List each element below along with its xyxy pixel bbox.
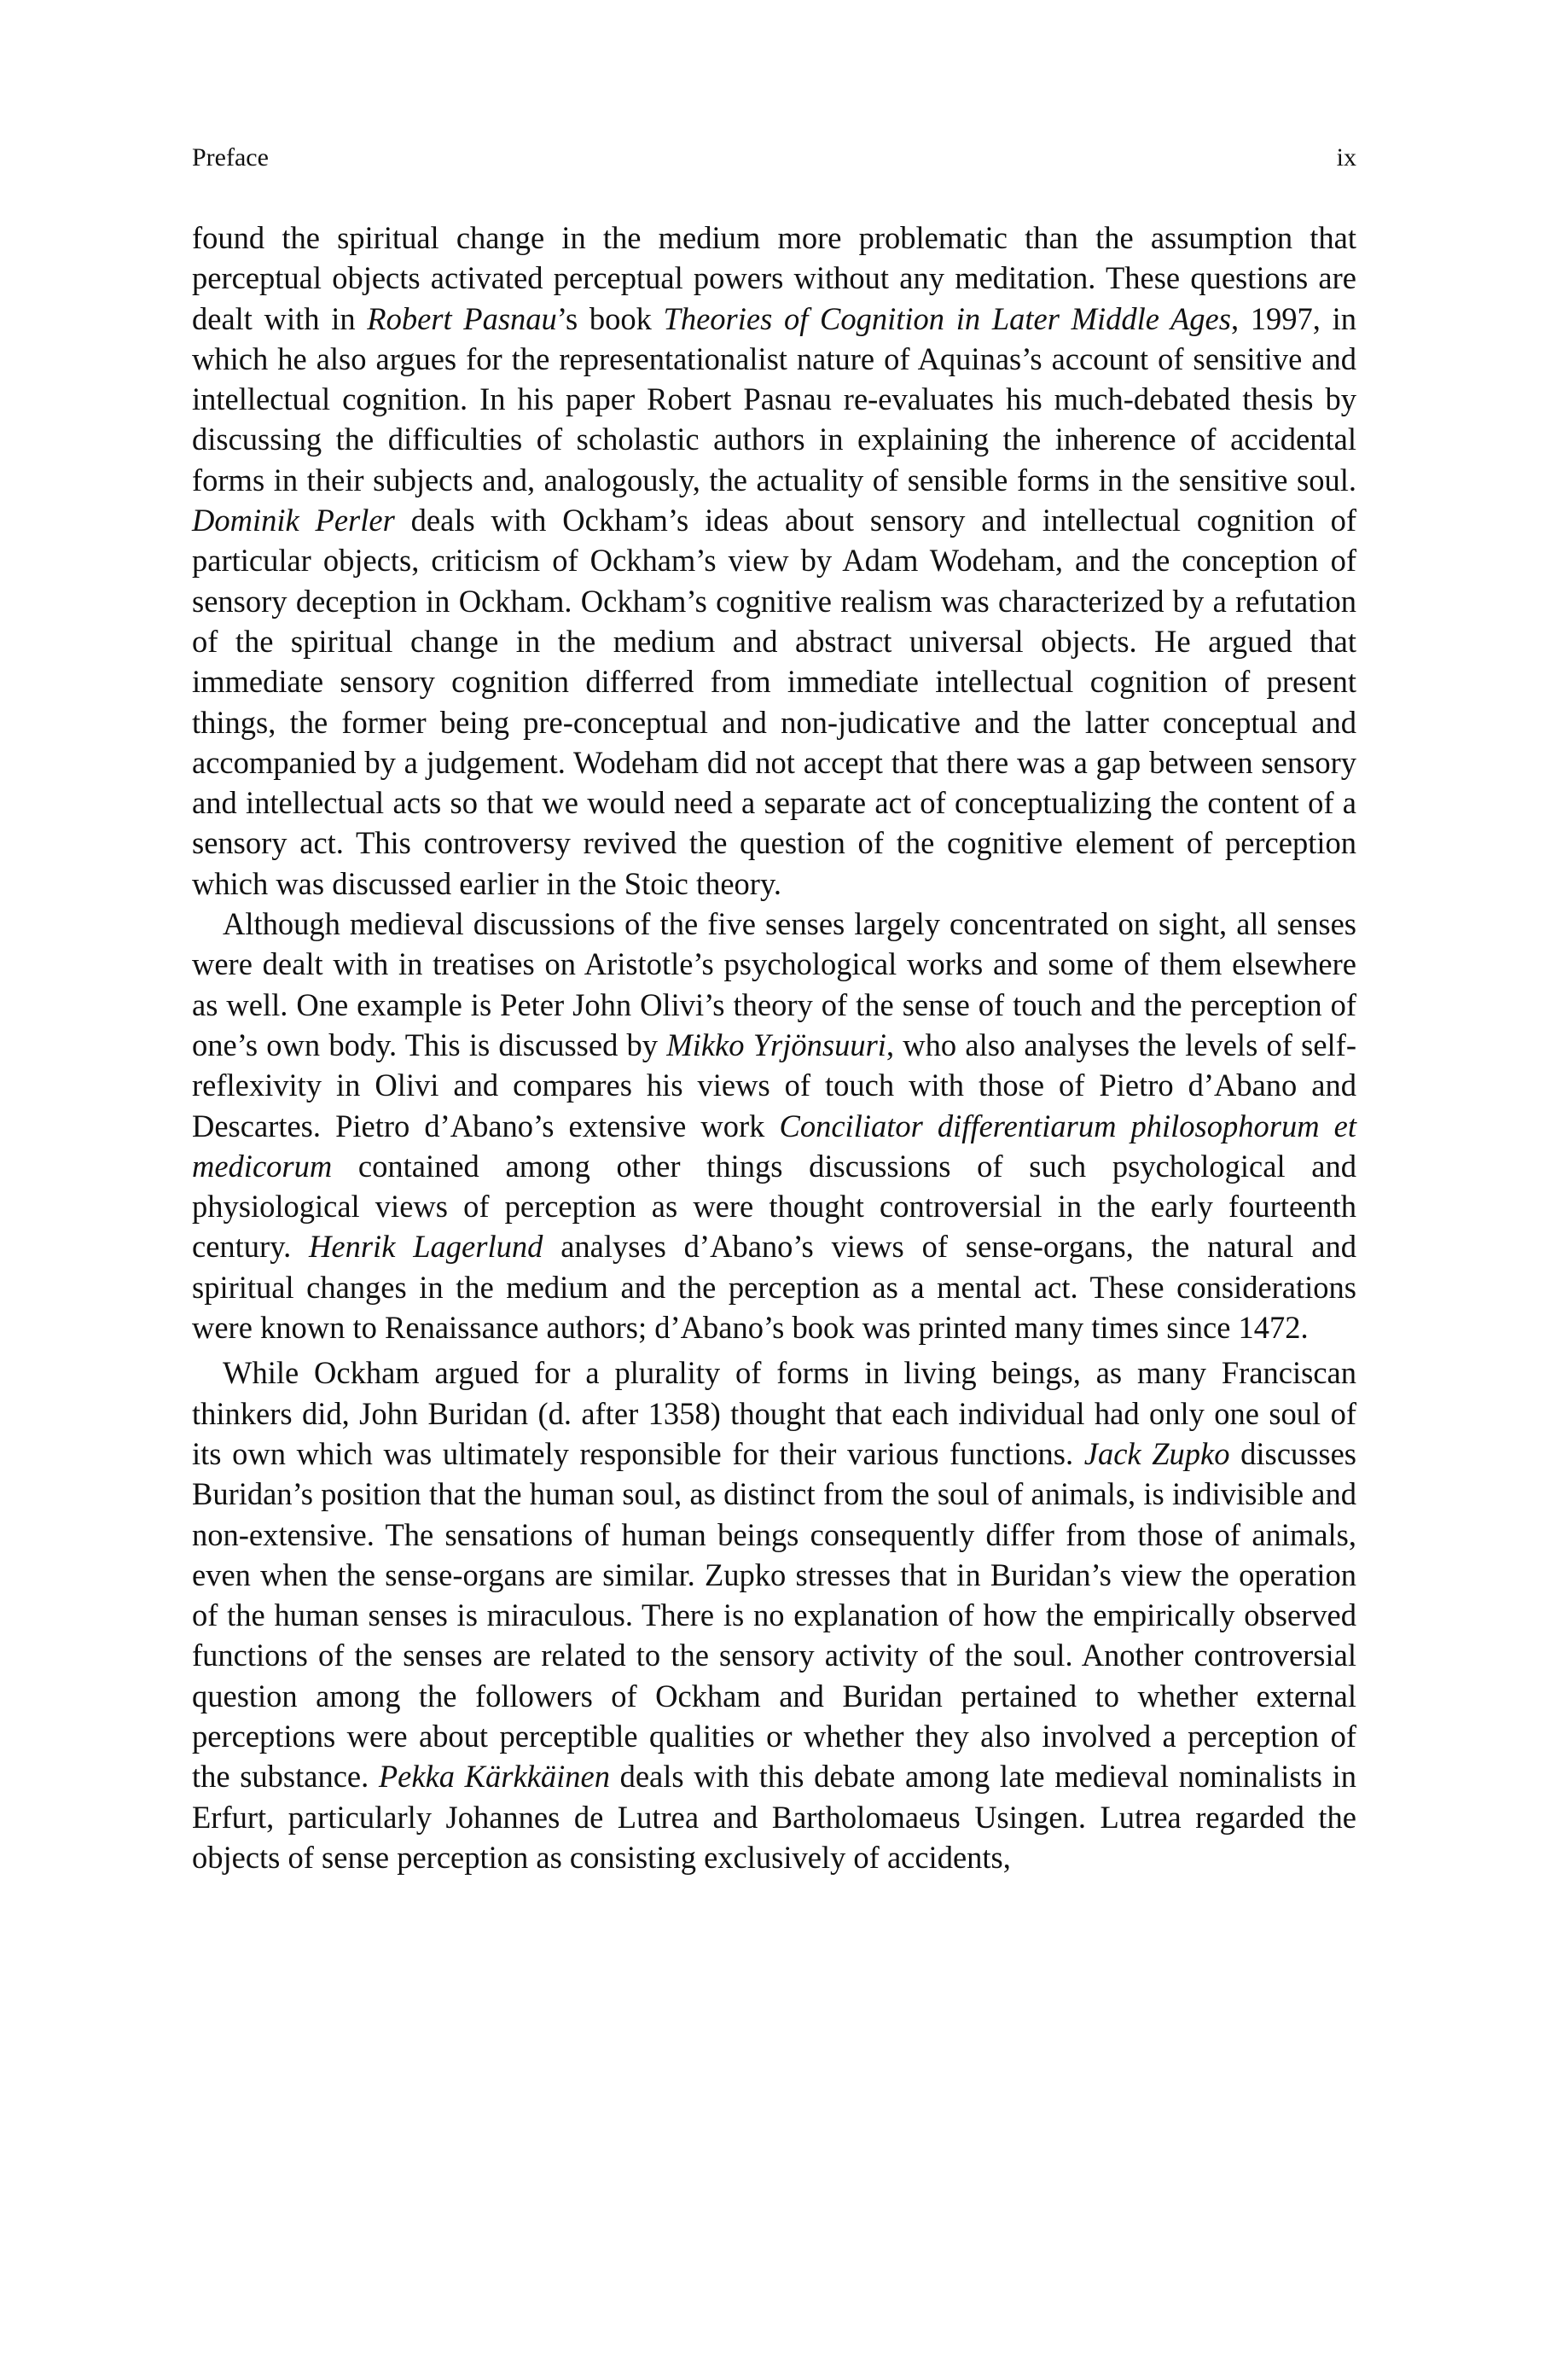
text-segment: discusses Buridan’s position that the human soul, as distinct from the soul of animals, is indivisible and non-extensive. The sensations of human beings consequently differ from those of animals, even when the sense-organs are similar. Zupko stresses that in Buridan’s view the operation of the human senses is miraculous. There is no explanation of how the empirically observed functions of the senses are related to the sensory activity of the soul. Another controversial question among the followers of Ockham and Buridan pertained to whether external perceptions were about perceptible qualities or whether they also involved a perception of the substance. <box>192 1435 1357 1795</box>
body-text <box>192 218 1356 1877</box>
italic-reference: Jack Zupko <box>1083 1435 1230 1471</box>
italic-reference: Dominik Perler <box>192 503 395 538</box>
paragraph <box>192 904 1356 1347</box>
italic-reference: Theories of Cognition in Later Middle Ages <box>663 300 1231 336</box>
italic-reference: Robert Pasnau <box>367 300 557 336</box>
text-segment: deals with Ockham’s ideas about sensory and intellectual cognition of particular objects, criticism of Ockham’s view by Adam Wodeham, and the conception of sensory deception in Ockham. Ockham’s cognitive realism was characterized by a refutation of the spiritual change in the medium and abstract universal objects. He argued that immediate sensory cognition differred from immediate intellectual cognition of present things, the former being pre-conceptual and non-judicative and the latter conceptual and accompanied by a judgement. Wodeham did not accept that there was a gap between sensory and intellectual acts so that we would need a separate act of conceptualizing the content of a sensory act. This controversy revived the question of the cognitive element of perception which was discussed earlier in the Stoic theory. <box>192 503 1356 901</box>
text-segment: deals with this debate among late medieval nominalists in Erfurt, particularly Johannes de Lutrea and Bartholomaeus Usingen. Lutrea regarded the objects of sense perception as consisting exclusively of accidents, <box>192 1759 1356 1875</box>
paragraph <box>192 218 1356 904</box>
running-head <box>192 141 1356 175</box>
text-segment: Although medieval discussions of the five senses largely concentrated on sight, all senses were dealt with in treatises on Aristotle’s psychological works and some of them elsewhere as well. One example is Peter John Olivi’s theory of the sense of touch and the perception of one’s own body. This is discussed by <box>192 906 1356 1062</box>
text-segment: ’s book <box>556 300 664 336</box>
running-head-title: Preface <box>192 143 269 172</box>
italic-reference: Conciliator differentiarum philosophorum et medicorum <box>192 1108 1356 1184</box>
italic-reference: Mikko Yrjönsuuri <box>666 1027 886 1062</box>
text-segment: analyses d’Abano’s views of sense-organs, the natural and spiritual changes in the medium and the perception as a mental act. These considerations were known to Renaissance authors; d’Abano’s book was printed many times since 1472. <box>192 1229 1356 1346</box>
italic-reference: Henrik Lagerlund <box>309 1229 543 1265</box>
text-segment: found the spiritual change in the medium more problematic than the assumption that perceptual objects activated perceptual powers without any meditation. These questions are dealt with in <box>192 220 1356 336</box>
italic-reference: Pekka Kärkkäinen <box>378 1759 610 1795</box>
text-segment: contained among other things discussions of such psychological and physiological views of perception as were thought controversial in the early fourteenth century. <box>192 1148 1356 1265</box>
paragraph <box>192 1353 1356 1877</box>
text-segment: , 1997, in which he also argues for the representationalist nature of Aquinas’s account of sensitive and intellectual cognition. In his paper Robert Pasnau re-evaluates his much-debated thesis by discussing the difficulties of scholastic authors in explaining the inherence of accidental forms in their subjects and, analogously, the actuality of sensible forms in the sensitive soul. <box>192 300 1356 497</box>
text-segment: While Ockham argued for a plurality of forms in living beings, as many Franciscan thinkers did, John Buridan (d. after 1358) thought that each individual had only one soul of its own which was ultimately responsible for their various functions. <box>192 1355 1356 1471</box>
text-segment: , who also analyses the levels of self-reflexivity in Olivi and compares his views of touch with those of Pietro d’Abano and Descartes. Pietro d’Abano’s extensive work <box>192 1027 1356 1143</box>
page-number: ix <box>1336 143 1356 172</box>
